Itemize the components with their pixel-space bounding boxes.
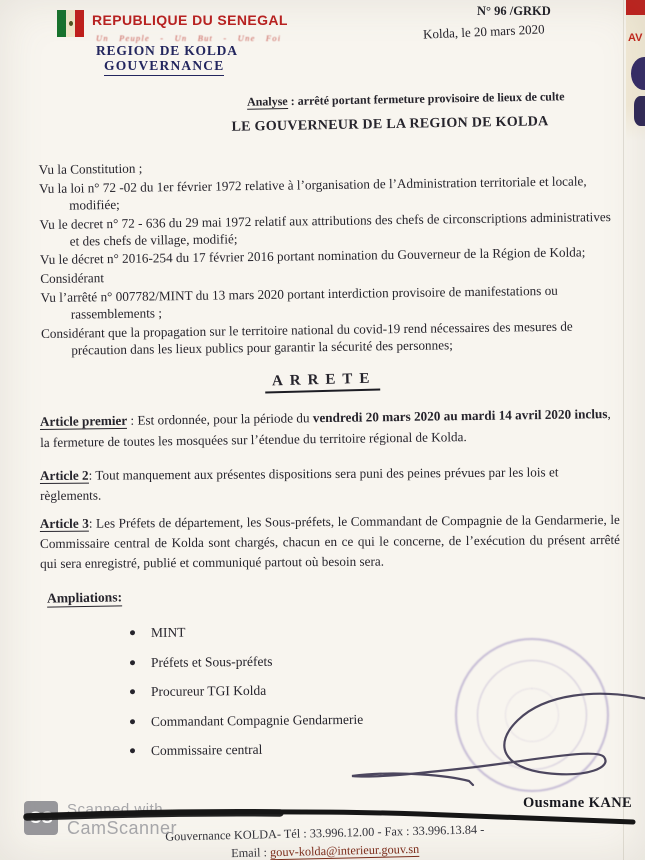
camscanner-logo-icon: CS xyxy=(24,801,58,835)
article-premier-bold-dates: vendredi 20 mars 2020 au mardi 14 avril 2020 inclus xyxy=(312,406,608,426)
decision-heading-wrap xyxy=(0,371,645,392)
analyse-line xyxy=(247,89,565,110)
article-premier-sep: : xyxy=(127,412,138,428)
adjacent-page-photo-fragment xyxy=(631,57,645,90)
flag-yellow-bar xyxy=(66,10,75,37)
email-link[interactable]: gouv-kolda@interieur.gouv.sn xyxy=(269,841,420,860)
preamble-line: Vu l’arrêté n° 007782/MINT du 13 mars 2020 portant interdiction provisoire de manifestations ou rassemblements ; xyxy=(40,283,558,322)
preamble-line: Vu la loi n° 72 -02 du 1er février 1972 relative à l’organisation de l’Administration territoriale et locale, modifiée; xyxy=(38,173,587,213)
footer-email-label: Email : xyxy=(230,845,271,860)
preamble-section xyxy=(39,154,620,362)
senegal-flag-icon xyxy=(57,10,90,37)
signatory-name: Ousmane KANE xyxy=(523,795,633,811)
analyse-label: Analyse xyxy=(246,94,288,109)
adjacent-page-cream-area xyxy=(626,15,645,141)
watermark-line1: Scanned with xyxy=(67,801,164,818)
office-name: GOUVERNANCE xyxy=(104,58,224,76)
article-premier-text-2: , la fermeture de toutes les mosquées sur l’étendue du territoire régional de Kolda. xyxy=(40,406,611,451)
preamble-line: Vu le decret n° 72 - 636 du 29 mai 1972 relatif aux attributions des chefs de circonscriptions administratives et des chefs de village, modifié; xyxy=(39,208,611,249)
place-and-date: Kolda, le 20 mars 2020 xyxy=(422,21,545,42)
flag-red-bar xyxy=(75,10,84,37)
adjacent-page-photo-fragment-2 xyxy=(634,96,645,126)
national-motto: Un Peuple - Un But - Une Foi xyxy=(96,33,282,43)
article-3-sep: : xyxy=(88,515,97,531)
article-2-label: Article 2 xyxy=(39,467,89,484)
list-item: Préfets et Sous-préfets xyxy=(130,652,363,670)
preamble-line: Considérant que la propagation sur le territoire national du covid-19 rend nécessaires des mesures de précaution dans les lieux publics pour garantir la sécurité des personnes; xyxy=(40,318,573,358)
article-premier-label: Article premier xyxy=(39,412,128,430)
decision-heading: ARRETE xyxy=(265,371,380,394)
footer-contact: Gouvernance KOLDA- Tél : 33.996.12.00 - Fax : 33.996.13.84 - xyxy=(165,822,485,844)
article-2-sep: : xyxy=(88,467,96,483)
flag-star-icon xyxy=(69,21,73,26)
list-item: Commandant Compagnie Gendarmerie xyxy=(130,711,363,729)
list-item: Procureur TGI Kolda xyxy=(130,682,363,700)
list-item: MINT xyxy=(130,623,363,641)
article-3-text: Les Préfets de département, les Sous-préfets, le Commandant de Compagnie de la Gendarmerie, le Commissaire central de Kolda sont chargés, chacun en ce qui le concerne, de l’exécution du présent arrêté qui sera enregistré, publié et communiqué partout où besoin sera. xyxy=(39,511,621,572)
analyse-text: : arrêté portant fermeture provisoire de lieux de culte xyxy=(287,89,565,109)
article-premier xyxy=(40,403,619,454)
article-3-label: Article 3 xyxy=(39,515,89,532)
preamble-line: Vu le décret n° 2016-254 du 17 février 2016 portant nomination du Gouverneur de la Région de Kolda; xyxy=(39,244,586,268)
reference-number: N° 96 /GRKD xyxy=(477,4,551,18)
scan-artifact-line xyxy=(0,804,645,834)
handwritten-signature xyxy=(0,600,645,810)
adjacent-page-partial-text: AV xyxy=(628,32,643,44)
article-2-text: Tout manquement aux présentes dispositions sera puni des peines prévues par les lois et règlements. xyxy=(40,464,559,504)
preamble-line: Vu la Constitution ; xyxy=(38,160,143,178)
preamble-line: Considérant xyxy=(40,270,105,287)
region-name: REGION DE KOLDA xyxy=(96,43,238,58)
ampliations-label: Ampliations: xyxy=(46,589,123,606)
article-2 xyxy=(40,462,618,507)
article-premier-text: Est ordonnée, pour la période du xyxy=(137,410,313,428)
article-3 xyxy=(40,510,620,574)
watermark-line2: CamScanner xyxy=(67,818,178,839)
republic-name: REPUBLIQUE DU SENEGAL xyxy=(92,12,288,28)
adjacent-page-red-band xyxy=(626,0,645,15)
flag-green-bar xyxy=(57,10,66,37)
page-title: LE GOUVERNEUR DE LA REGION DE KOLDA xyxy=(231,114,549,135)
list-item: Commissaire central xyxy=(130,741,363,759)
